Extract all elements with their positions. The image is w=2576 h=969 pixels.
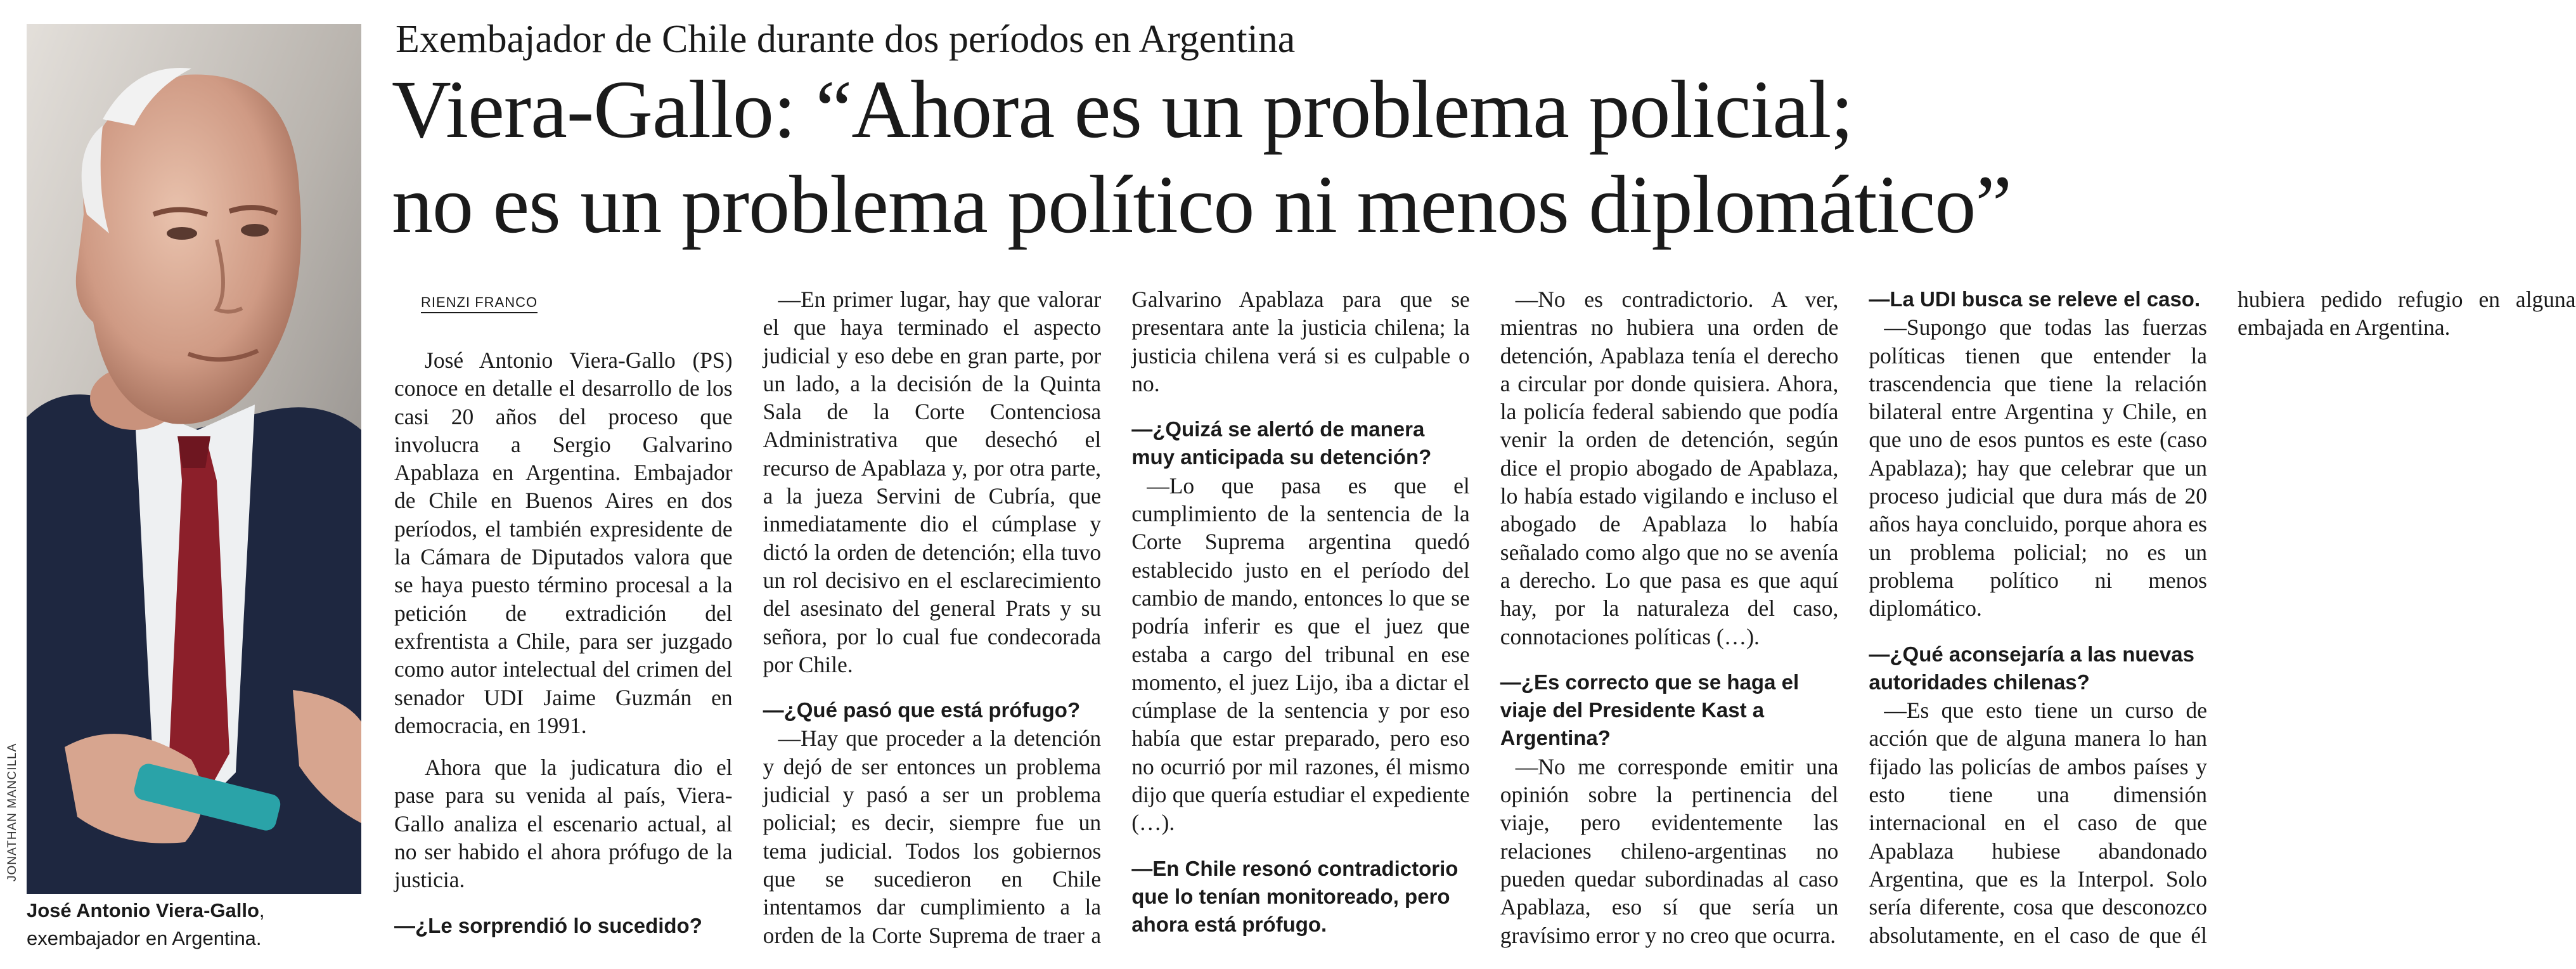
interview-answer: —Hay que proceder a la detención y dejó de ser entonces un problema judicial y pasó a ser un problema policial; es decir, siempre fue un tema judicial. Todos los gobiernos que se sucedieron en Chile intentamos dar cumplimiento a la orden de la Corte Suprema de traer a Galvarino Apablaza para que se presentara ante la justicia chilena; la justicia chilena verá si es culpable o no. [763,287,1470,948]
photo-credit: JONATHAN MANCILLA [6,743,19,881]
paragraph: Ahora que la judicatura dio el pase para su venida al país, Viera-Gallo analiza el escenario actual, al no ser habido el ahora prófugo de la justicia. [394,755,733,893]
caption-text: , exembajador en Argentina. [27,899,265,949]
article-body [394,285,2576,964]
interview-question: —¿Qué aconsejaría a las nuevas autoridades chilenas? [1869,642,2194,694]
interview-answer: —En primer lugar, hay que valorar el que haya terminado el aspecto judicial y eso debe en gran parte, por un lado, a la decisión de la Quinta Sala de la Corte Contenciosa Administrativa que desechó el recurso de Apablaza y, por otra parte, a la jueza Servini de Cubría, que inmediatamente dio el cúmplase y dictó la orden de detención; ella tuvo un rol decisivo en el esclarecimiento del asesinato del general Prats y su señora, por lo cual fue condecorada por Chile. [763,287,1102,677]
interview-answer: —Es que esto tiene un curso de acción que de alguna manera lo han fijado las policías de ambos países y esto tiene una dimensión internacional en el caso de que Apablaza hubiese abandonado Argentina, que es la Interpol. Solo sería diferente, cosa que desconozco absolutamente, en el caso de que él hubiera pedido refugio en alguna embajada en Argentina. [1869,287,2576,948]
interview-question: —¿Le sorprendió lo sucedido? [394,913,702,937]
interview-answer: —No me corresponde emitir una opinión sobre la pertinencia del viaje, pero evidentemente las relaciones chileno-argentinas no pueden quedar subordinadas al caso Apablaza, eso sí que sería un gravísimo error y no creo que ocurra. [1500,753,1839,948]
photo-caption [27,897,369,953]
article-kicker: Exembajador de Chile durante dos períodos en Argentina [396,18,1296,61]
interview-answer: —Lo que pasa es que el cumplimiento de la sentencia de la Corte Suprema argentina quedó establecido justo en el período del cambio de mando, entonces lo que se podría inferir es que el juez que estaba a cargo del tribunal en ese momento, el juez Lijo, iba a dictar el cúmplase de la sentencia y por eso había que estar preparado, pero eso no ocurrió por mil razones, él mismo dijo que quería estudiar el expediente (…). [1131,472,1470,836]
interview-question: —¿Qué pasó que está prófugo? [763,698,1081,722]
interview-question: —En Chile resonó contradictorio que lo tenían monitoreado, pero ahora está prófugo. [1131,856,1459,937]
byline: RIENZI FRANCO [421,293,538,313]
headline-line-2: no es un problema político ni menos diplomático” [392,159,2012,250]
interview-answer: —No es contradictorio. A ver, mientras no hubiera una orden de detención, Apablaza tenía el derecho a circular por donde quisiera. Ahora, la policía federal sabiendo que podía venir la orden de detención, según dice el propio abogado de Apablaza, lo había estado vigilando e incluso el abogado de Apablaza lo había señalado como algo que no se avenía a derecho. Lo que pasa es que aquí hay, por la naturaleza del caso, connotaciones políticas (…). [1500,287,1839,649]
caption-name: José Antonio Viera-Gallo [27,899,259,921]
interview-question: —La UDI busca se releve el caso. [1869,287,2201,311]
interview-question: —¿Quizá se alertó de manera muy anticipada su detención? [1131,417,1432,469]
portrait-photo [27,24,361,894]
article-headline [392,62,2217,252]
portrait-illustration [27,24,361,894]
interview-question: —¿Es correcto que se haga el viaje del Presidente Kast a Argentina? [1500,670,1800,750]
interview-answer: —Supongo que todas las fuerzas políticas tienen que entender la trascendencia que tiene la relación bilateral entre Argentina y Chile, en que uno de esos puntos es este (caso Apablaza); hay que celebrar que un proceso judicial que dura más de 20 años haya concluido, porque ahora es un problema policial; no es un problema político ni menos diplomático. [1869,315,2207,621]
paragraph: José Antonio Viera-Gallo (PS) conoce en detalle el desarrollo de los casi 20 años del proceso que involucra a Sergio Galvarino Apablaza en Argentina. Embajador de Chile en Buenos Aires en dos períodos, el también expresidente de la Cámara de Diputados valora que se haya puesto término procesal a la petición de extradición del exfrentista a Chile, para ser juzgado como autor intelectual del crimen del senador UDI Jaime Guzmán en democracia, en 1991. [394,348,733,738]
headline-line-1: Viera-Gallo: “Ahora es un problema policial; [392,64,1853,155]
